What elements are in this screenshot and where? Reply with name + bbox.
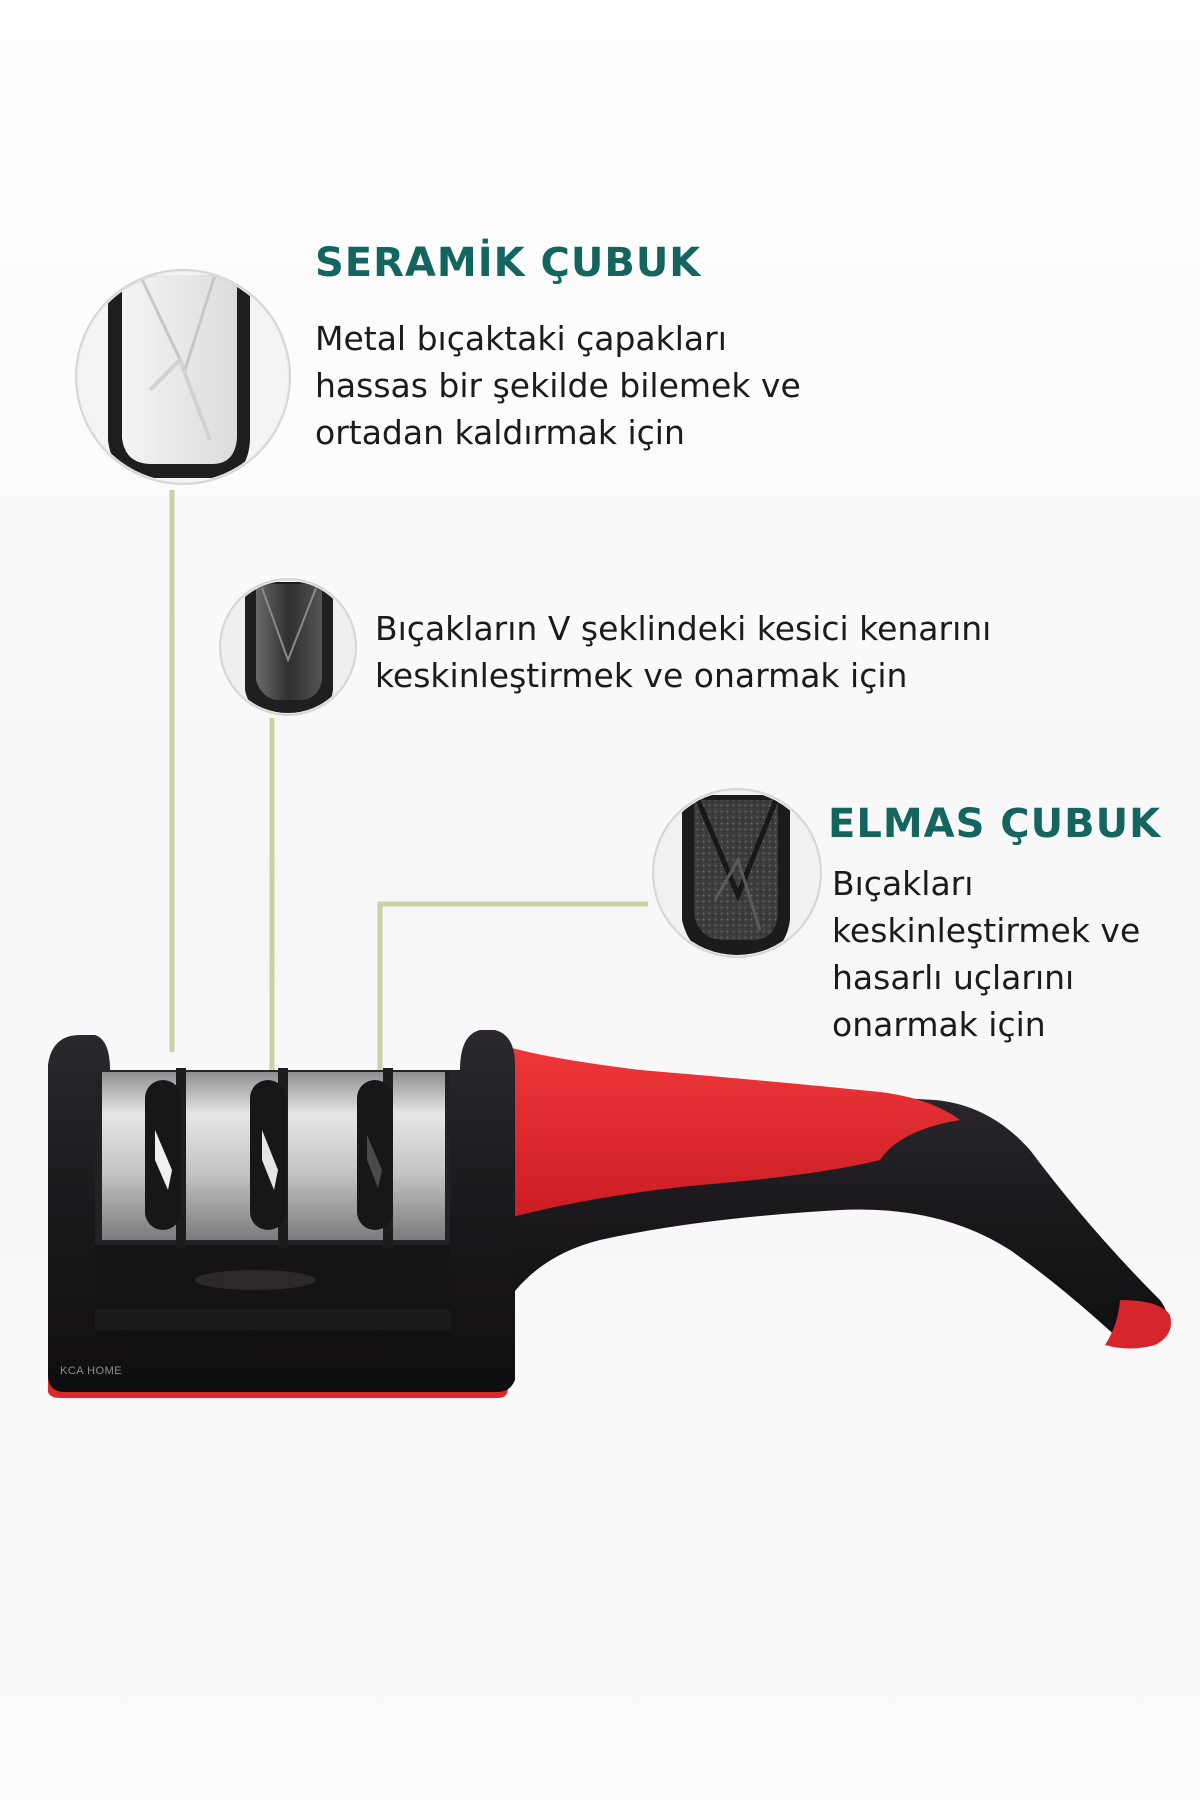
diamond-rod-description-line: hasarlı uçlarını [832, 958, 1075, 997]
v-slot-description-line: Bıçakların V şeklindeki kesici kenarını [375, 609, 992, 648]
diamond-rod-description-line: onarmak için [832, 1005, 1046, 1044]
brand-watermark: KCA HOME [60, 1365, 123, 1377]
diamond-rod-title: ELMAS ÇUBUK [828, 801, 1162, 847]
diamond-rod-description-line: Bıçakları [832, 864, 974, 903]
ceramic-rod-title: SERAMİK ÇUBUK [315, 240, 702, 286]
v-slot-description [375, 605, 991, 699]
diamond-rod-description [832, 860, 1140, 1048]
v-slot-description-line: keskinleştirmek ve onarmak için [375, 656, 908, 695]
ceramic-rod-description-line: ortadan kaldırmak için [315, 413, 685, 452]
ceramic-rod-description-line: hassas bir şekilde bilemek ve [315, 366, 801, 405]
ceramic-rod-description [315, 315, 801, 456]
diamond-rod-description-line: keskinleştirmek ve [832, 911, 1141, 950]
ceramic-rod-description-line: Metal bıçaktaki çapakları [315, 319, 727, 358]
